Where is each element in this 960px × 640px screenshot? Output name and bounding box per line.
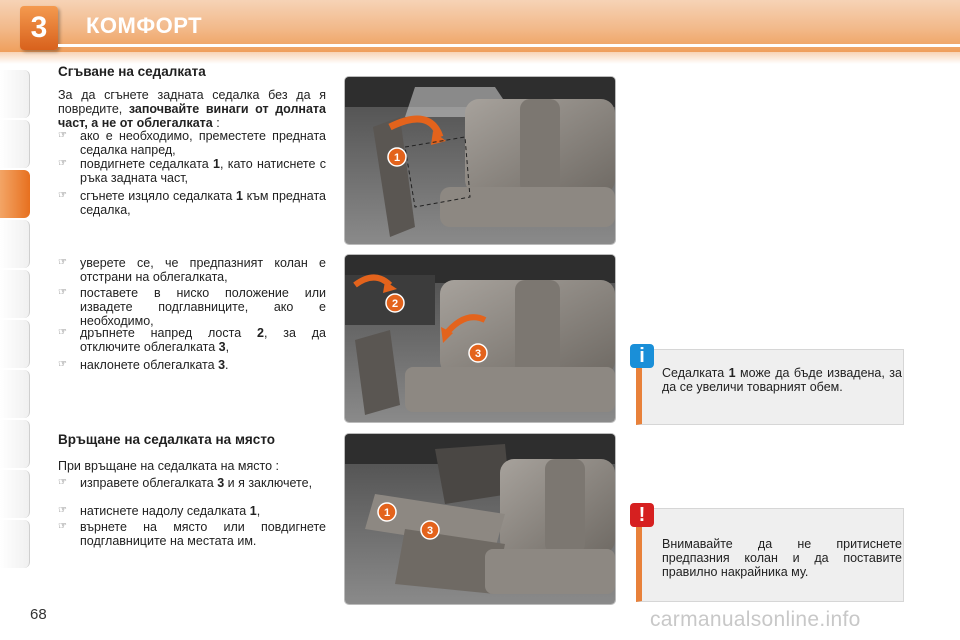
callout-3 [469, 344, 487, 362]
header-divider [58, 44, 960, 47]
chapter-tab[interactable] [0, 470, 30, 518]
bullet-icon: ☞ [58, 130, 67, 141]
warning-note [636, 503, 904, 602]
bullet-icon: ☞ [58, 190, 67, 201]
svg-text:3: 3 [426, 525, 434, 537]
bullet-icon: ☞ [58, 521, 67, 532]
chapter-tab[interactable] [0, 320, 30, 368]
warning-icon: ! [630, 503, 654, 527]
callout-3 [421, 521, 439, 539]
chapter-title: КОМФОРТ [86, 13, 203, 38]
svg-text:1: 1 [383, 507, 391, 519]
bullet-icon: ☞ [58, 359, 67, 370]
info-icon: i [630, 344, 654, 368]
chapter-tab[interactable] [0, 370, 30, 418]
watermark: carmanualsonline.info [650, 608, 861, 631]
svg-text:2: 2 [391, 298, 399, 310]
callout-1 [388, 148, 406, 166]
chapter-tabs [0, 70, 30, 580]
seat-folding-photo-2 [345, 255, 615, 422]
callout-2 [386, 294, 404, 312]
chapter-tab[interactable] [0, 120, 30, 168]
chapter-tab[interactable] [0, 420, 30, 468]
info-note-text: Седалката 1 може да бъде извадена, за да се увеличи товарният обем. [662, 366, 902, 394]
bullet-icon: ☞ [58, 158, 67, 169]
bullet-icon: ☞ [58, 287, 67, 298]
chapter-tab[interactable] [0, 220, 30, 268]
section-heading-folding: Сгъване на седалката [58, 64, 206, 79]
bullet-icon: ☞ [58, 505, 67, 516]
chapter-number-badge: 3 [20, 6, 58, 50]
bullet-icon: ☞ [58, 327, 67, 338]
chapter-tab-active[interactable] [0, 170, 30, 218]
svg-text:1: 1 [393, 152, 401, 164]
seat-returning-photo [345, 434, 615, 604]
callout-1 [378, 503, 396, 521]
bullet-icon: ☞ [58, 257, 67, 268]
section-heading-returning: Връщане на седалката на място [58, 432, 275, 447]
returning-intro: При връщане на седалката на място : [58, 459, 280, 473]
warning-note-text: Внимавайте да не притиснете предпазния колан и да поставите правилно накрайника му. [662, 537, 902, 579]
page-number: 68 [30, 606, 47, 623]
seat-folding-photo-1 [345, 77, 615, 244]
chapter-tab[interactable] [0, 70, 30, 118]
chapter-tab[interactable] [0, 270, 30, 318]
folding-intro: За да сгънете задната седалка без да я повредите, започвайте винаги от долната част, а не от облегалката : [58, 88, 327, 130]
chapter-tab[interactable] [0, 520, 30, 568]
bullet-icon: ☞ [58, 477, 67, 488]
info-note [636, 344, 904, 425]
svg-text:3: 3 [474, 348, 482, 360]
